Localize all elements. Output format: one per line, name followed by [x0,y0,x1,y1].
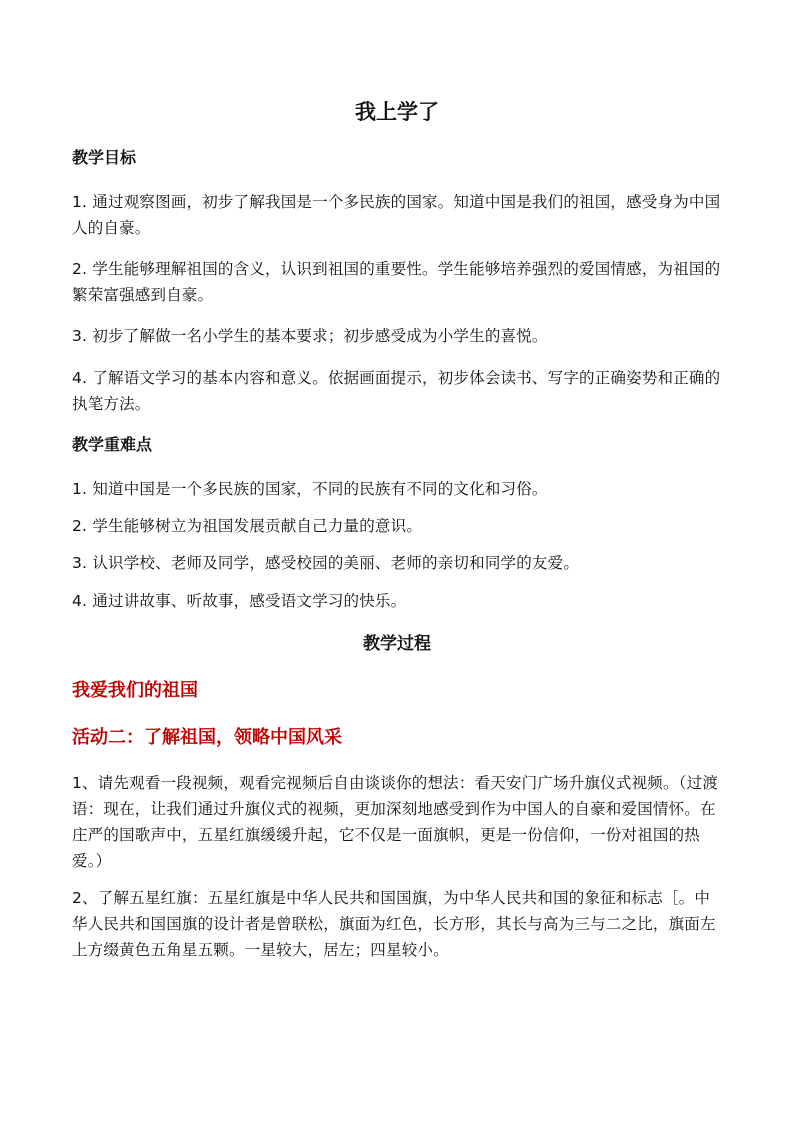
process-heading: 教学过程 [363,634,431,654]
goal-item-2: 2. 学生能够理解祖国的含义，认识到祖国的重要性。学生能够培养强烈的爱国情感，为祖国的繁荣富强感到自豪。 [72,260,721,304]
goal-item-3: 3. 初步了解做一名小学生的基本要求；初步感受成为小学生的喜悦。 [72,327,548,345]
key-point-item-2: 2. 学生能够树立为祖国发展贡献自己力量的意识。 [72,517,423,535]
step-item-2: 2、了解五星红旗：五星红旗是中华人民共和国国旗，为中华人民共和国的象征和标志［。中华人民共和国国旗的设计者是曾联松，旗面为红色，长方形，其长与高为三与二之比，旗面左上方缀黄色五角星五颗。一星较大，居左；四星较小。 [72,889,716,959]
step-item-1: 1、请先观看一段视频，观看完视频后自由谈谈你的想法：看天安门广场升旗仪式视频。（过渡语：现在，让我们通过升旗仪式的视频，更加深刻地感受到作为中国人的自豪和爱国情怀。在庄严的国歌声中，五星红旗缓缓升起，它不仅是一面旗帜，更是一份信仰，一份对祖国的热爱。） [72,774,719,870]
activity-heading: 活动二：了解祖国，领略中国风采 [72,727,342,748]
goal-item-1: 1. 通过观察图画，初步了解我国是一个多民族的国家。知道中国是我们的祖国，感受身为中国人的自豪。 [72,193,721,237]
key-point-item-1: 1. 知道中国是一个多民族的国家，不同的民族有不同的文化和习俗。 [72,480,548,498]
key-point-item-4: 4. 通过讲故事、听故事，感受语文学习的快乐。 [72,592,407,610]
key-point-item-3: 3. 认识学校、老师及同学，感受校园的美丽、老师的亲切和同学的友爱。 [72,554,580,572]
document-title: 我上学了 [355,100,439,124]
goal-item-4: 4. 了解语文学习的基本内容和意义。依据画面提示，初步体会读书、写字的正确姿势和正确的执笔方法。 [72,369,721,413]
key-points-heading: 教学重难点 [72,435,153,454]
section-heading: 我爱我们的祖国 [72,680,198,701]
goals-heading: 教学目标 [72,148,137,167]
